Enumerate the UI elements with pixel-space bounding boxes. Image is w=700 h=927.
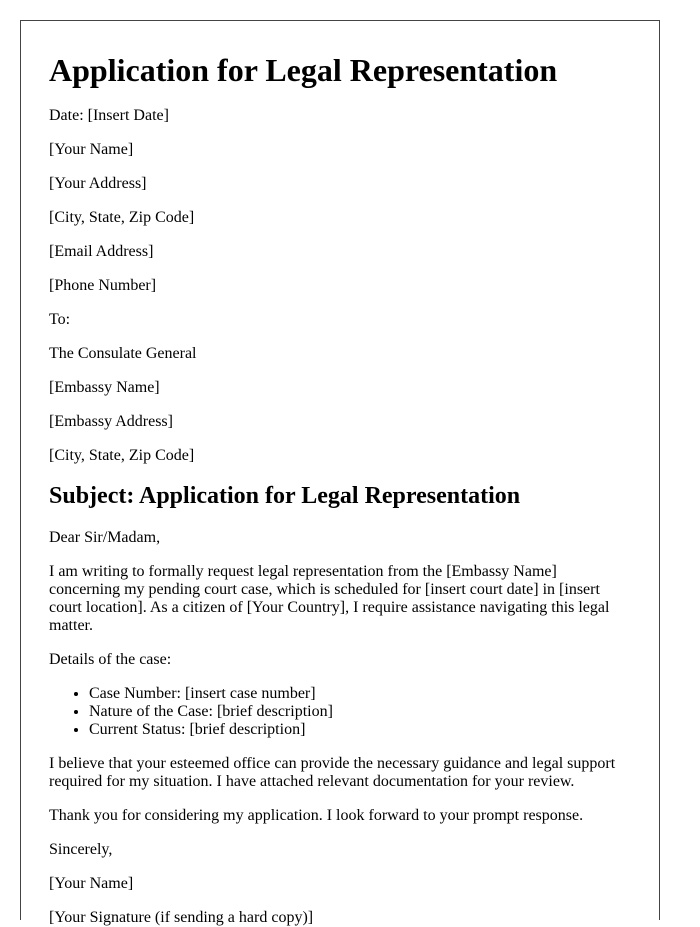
sender-address: [Your Address] <box>49 175 147 192</box>
list-item-status: • Current Status: [brief description] <box>89 721 631 739</box>
list-item-nature: • Nature of the Case: [brief description] <box>89 703 631 721</box>
recipient-city: [City, State, Zip Code] <box>49 447 195 464</box>
to-label: To: <box>49 311 71 328</box>
details-label: Details of the case: <box>49 651 172 668</box>
sender-email: [Email Address] <box>49 243 154 260</box>
signature-name: [Your Name] <box>49 875 134 892</box>
recipient-embassy-address: [Embassy Address] <box>49 413 173 430</box>
salutation: Dear Sir/Madam, <box>49 529 161 546</box>
sender-name: [Your Name] <box>49 141 134 158</box>
closing: Sincerely, <box>49 841 113 858</box>
recipient-title: The Consulate General <box>49 345 197 362</box>
list-item-case-number: • Case Number: [insert case number] <box>89 685 631 703</box>
body-paragraph-3: Thank you for considering my application. I look forward to your prompt response. <box>49 807 584 824</box>
sender-phone: [Phone Number] <box>49 277 157 294</box>
signature-line: [Your Signature (if sending a hard copy)] <box>49 909 314 926</box>
body-paragraph-1: I am writing to formally request legal representation from the [Embassy Name] concerning my pending court case, which is scheduled for [insert court date] in [insert court location]. As a citizen of [Your Country], I require assistance navigating this legal matter. <box>49 563 610 634</box>
date-line: Date: [Insert Date] <box>49 107 169 124</box>
body-paragraph-2: I believe that your esteemed office can provide the necessary guidance and legal support required for my situation. I have attached relevant documentation for your review. <box>49 755 616 790</box>
case-details-list <box>49 685 631 739</box>
recipient-embassy-name: [Embassy Name] <box>49 379 160 396</box>
letter-page <box>20 20 660 926</box>
document-title: Application for Legal Representation <box>49 52 558 88</box>
subject-heading: Subject: Application for Legal Representation <box>49 483 521 509</box>
sender-city: [City, State, Zip Code] <box>49 209 195 226</box>
